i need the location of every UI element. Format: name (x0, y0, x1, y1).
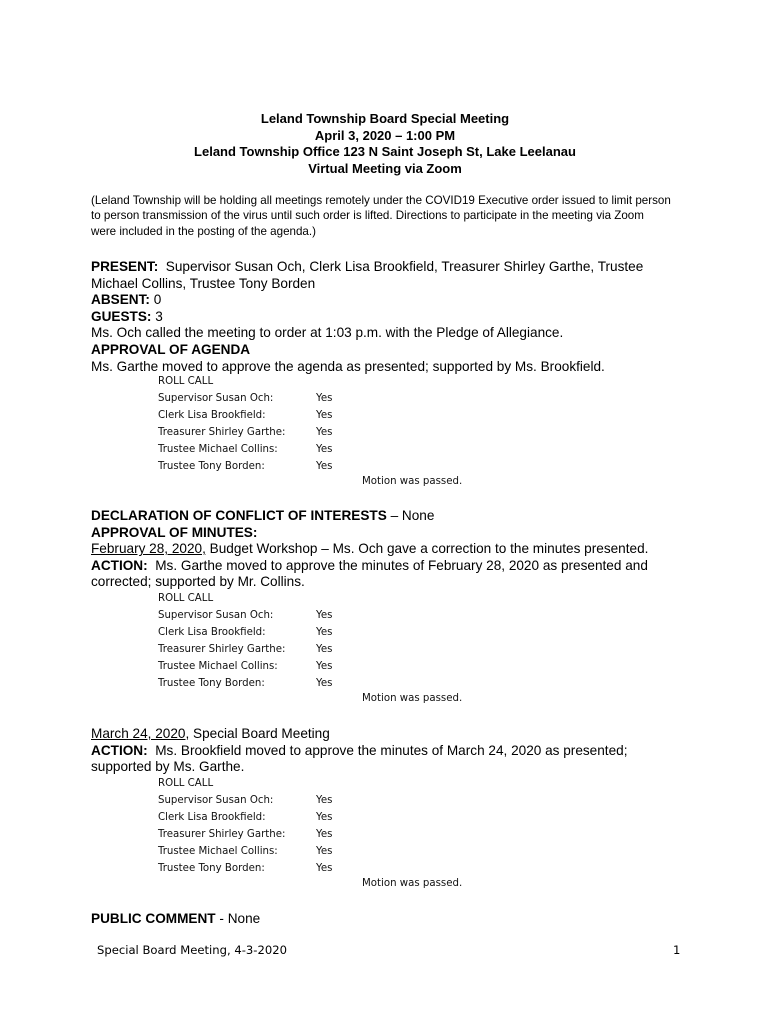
roll-call-vote: Yes (316, 444, 333, 455)
meeting-location: Leland Township Office 123 N Saint Joseph St, Lake Leelanau (194, 144, 576, 159)
roll-call-title: ROLL CALL (158, 778, 214, 789)
roll-call-vote: Yes (316, 829, 333, 840)
minutes-item-2 (91, 726, 681, 743)
absent-value: 0 (153, 292, 162, 308)
minutes-item-1-text: Budget Workshop – Ms. Och gave a correction to the minutes presented. (209, 541, 649, 557)
roll-call-title: ROLL CALL (158, 376, 214, 387)
public-comment-line (91, 911, 681, 928)
attendance-section (91, 259, 681, 375)
roll-call-name: Clerk Lisa Brookfield: (158, 812, 266, 823)
roll-call-name: Trustee Michael Collins: (158, 846, 278, 857)
motion-result: Motion was passed. (362, 476, 463, 487)
minutes-item-1 (91, 541, 681, 558)
absent-line (91, 292, 681, 309)
roll-call-row (158, 860, 478, 877)
motion-result: Motion was passed. (362, 693, 463, 704)
roll-call-name: Supervisor Susan Och: (158, 610, 274, 621)
roll-call-row (158, 607, 478, 624)
guests-line (91, 309, 681, 326)
roll-call-minutes-2 (158, 775, 478, 877)
agenda-heading: APPROVAL OF AGENDA (91, 341, 251, 357)
roll-call-vote: Yes (316, 812, 333, 823)
guests-label: GUESTS: (91, 308, 152, 324)
roll-call-row (158, 441, 478, 458)
roll-call-vote: Yes (316, 627, 333, 638)
roll-call-row (158, 390, 478, 407)
roll-call-vote: Yes (316, 461, 333, 472)
action-text: Ms. Brookfield moved to approve the minutes of March 24, 2020 as presented; supported by Ms. Garthe. (91, 742, 628, 775)
roll-call-name: Treasurer Shirley Garthe: (158, 644, 286, 655)
roll-call-name: Trustee Tony Borden: (158, 863, 265, 874)
roll-call-name: Clerk Lisa Brookfield: (158, 627, 266, 638)
roll-call-minutes-1 (158, 590, 478, 692)
minutes-heading: APPROVAL OF MINUTES: (91, 524, 258, 540)
minutes-section-1 (91, 508, 681, 591)
roll-call-vote: Yes (316, 393, 333, 404)
conflict-text: – None (390, 508, 435, 523)
roll-call-name: Trustee Michael Collins: (158, 661, 278, 672)
roll-call-row (158, 792, 478, 809)
action-text: Ms. Garthe moved to approve the minutes of February 28, 2020 as presented and corrected; supported by Mr. Collins. (91, 557, 648, 590)
footer-title: Special Board Meeting, 4-3-2020 (97, 943, 287, 957)
roll-call-row (158, 826, 478, 843)
roll-call-name: Trustee Michael Collins: (158, 444, 278, 455)
action-label: ACTION: (91, 557, 148, 573)
roll-call-row (158, 809, 478, 826)
conflict-heading: DECLARATION OF CONFLICT OF INTERESTS (91, 508, 387, 523)
roll-call-row (158, 843, 478, 860)
present-line (91, 259, 681, 292)
roll-call-row (158, 641, 478, 658)
present-text: Supervisor Susan Och, Clerk Lisa Brookfield, Treasurer Shirley Garthe, Trustee Michael Collins, Trustee Tony Borden (91, 259, 644, 291)
meeting-format: Virtual Meeting via Zoom (308, 160, 462, 176)
agenda-text: Ms. Garthe moved to approve the agenda as presented; supported by Ms. Brookfield. (91, 358, 605, 374)
meeting-header (0, 111, 770, 177)
roll-call-name: Supervisor Susan Och: (158, 393, 274, 404)
minutes-section-2 (91, 726, 681, 776)
roll-call-vote: Yes (316, 661, 333, 672)
page-number: 1 (673, 943, 681, 957)
roll-call-title: ROLL CALL (158, 593, 214, 604)
minutes-item-2-text: , Special Board Meeting (185, 726, 330, 741)
meeting-date: April 3, 2020 – 1:00 PM (314, 127, 456, 143)
roll-call-vote: Yes (316, 427, 333, 438)
roll-call-row (158, 675, 478, 692)
present-label: PRESENT: (91, 259, 159, 274)
roll-call-row (158, 658, 478, 675)
roll-call-name: Trustee Tony Borden: (158, 678, 265, 689)
roll-call-vote: Yes (316, 610, 333, 621)
roll-call-vote: Yes (316, 863, 333, 874)
roll-call-row (158, 424, 478, 441)
roll-call-name: Clerk Lisa Brookfield: (158, 410, 266, 421)
action-label: ACTION: (91, 742, 148, 758)
roll-call-vote: Yes (316, 410, 333, 421)
roll-call-name: Treasurer Shirley Garthe: (158, 427, 286, 438)
minutes-item-2-date: March 24, 2020 (91, 726, 186, 741)
call-to-order: Ms. Och called the meeting to order at 1:03 p.m. with the Pledge of Allegiance. (91, 325, 564, 341)
roll-call-name: Treasurer Shirley Garthe: (158, 829, 286, 840)
roll-call-name: Trustee Tony Borden: (158, 461, 265, 472)
absent-label: ABSENT: (91, 292, 150, 308)
intro-note: (Leland Township will be holding all meetings remotely under the COVID19 Executive order issued to limit person to person transmission of the virus until such order is lifted. Directions to participate in the meeting via Zoom were included in the posting of the agenda.) (91, 194, 671, 238)
minutes-item-1-action (91, 558, 681, 591)
roll-call-vote: Yes (316, 795, 333, 806)
guests-value: 3 (155, 308, 163, 324)
conflict-line (91, 508, 681, 525)
public-comment-text: - None (219, 911, 261, 926)
motion-result: Motion was passed. (362, 878, 463, 889)
public-comment-label: PUBLIC COMMENT (91, 911, 216, 926)
roll-call-row (158, 458, 478, 475)
roll-call-name: Supervisor Susan Och: (158, 795, 274, 806)
roll-call-row (158, 624, 478, 641)
roll-call-agenda (158, 373, 478, 475)
roll-call-row (158, 407, 478, 424)
meeting-title: Leland Township Board Special Meeting (260, 111, 510, 126)
roll-call-vote: Yes (316, 678, 333, 689)
minutes-item-1-date: February 28, 2020, (91, 541, 206, 557)
minutes-item-2-action (91, 743, 681, 776)
roll-call-vote: Yes (316, 846, 333, 857)
roll-call-vote: Yes (316, 644, 333, 655)
